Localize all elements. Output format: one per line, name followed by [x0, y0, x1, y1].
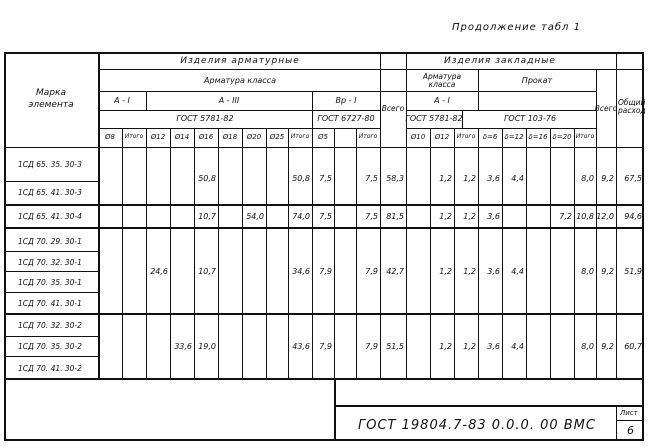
rule: [334, 405, 644, 407]
rule: [242, 128, 243, 379]
col-header: δ=16: [528, 133, 548, 141]
col-header: δ=6: [482, 133, 498, 141]
rule: [596, 69, 597, 379]
rule: [4, 313, 644, 315]
col-header: Итого: [358, 133, 378, 140]
document-code: ГОСТ 19804.7-83 0.0.0. 00 ВМС: [358, 418, 596, 433]
arm-klass-header: Арматура класса: [204, 76, 276, 85]
rule: [454, 128, 455, 379]
gost-6727: ГОСТ 6727-80: [317, 114, 375, 123]
row-mark: 1СД 70. 41. 30-1: [18, 299, 82, 308]
rule: [170, 128, 171, 379]
rule: [98, 128, 380, 129]
rule: [146, 91, 147, 110]
col-header: Итого: [575, 133, 595, 140]
table-cell-value: 9,2: [601, 267, 614, 276]
rule: [98, 52, 100, 379]
rule: [574, 128, 575, 379]
gost-5781: ГОСТ 5781-82: [176, 114, 234, 123]
class-a1: A - I: [114, 96, 130, 105]
table-cell-value: 9,2: [601, 342, 614, 351]
col-header: Ø12: [150, 133, 166, 141]
rule: [4, 204, 644, 206]
table-cell-value: 1,2: [439, 267, 452, 276]
rule: [502, 128, 503, 379]
rule: [334, 379, 336, 441]
table-cell-value: 1,2: [463, 212, 476, 221]
izd-zakl-header: Изделия закладные: [444, 56, 556, 66]
table-cell-value: 7,9: [319, 342, 332, 351]
table-continuation-title: Продолжение табл 1: [452, 22, 581, 33]
rule: [122, 128, 123, 379]
rule: [478, 128, 479, 379]
row-mark: 1СД 65. 41. 30-3: [18, 188, 82, 197]
table-cell-value: 1,2: [463, 342, 476, 351]
rule: [146, 128, 147, 379]
arm-klass-header-2: Арматура класса: [422, 72, 462, 89]
class-vr1: Вр - I: [335, 96, 357, 105]
table-cell-value: 7,9: [319, 267, 332, 276]
prokat-header: Прокат: [521, 76, 553, 85]
table-cell-value: 74,0: [292, 212, 310, 221]
table-cell-value: 7,5: [365, 174, 378, 183]
row-mark: 1СД 70. 35. 30-1: [18, 278, 82, 287]
table-cell-value: 3,6: [487, 342, 500, 351]
table-cell-value: 24,6: [150, 267, 168, 276]
table-cell-value: 54,0: [246, 212, 264, 221]
col-header: Ø5: [318, 133, 328, 141]
rule: [194, 128, 195, 379]
class-a1-zakl: A - I: [434, 96, 450, 105]
rule: [478, 69, 479, 110]
table-cell-value: 9,2: [601, 174, 614, 183]
rule: [406, 91, 596, 92]
table-cell-value: 34,6: [292, 267, 310, 276]
rule: [312, 128, 313, 379]
table-cell-value: 81,5: [386, 212, 404, 221]
col-header: Ø18: [222, 133, 238, 141]
col-header: Итого: [124, 133, 144, 140]
table-cell-value: 51,5: [386, 342, 404, 351]
table-cell-value: 4,4: [511, 174, 524, 183]
col-header: Итого: [290, 133, 310, 140]
col-header: Ø14: [174, 133, 190, 141]
rule: [4, 292, 98, 293]
marka-header: Марка элемента: [28, 88, 74, 110]
table-cell-value: 67,5: [624, 174, 642, 183]
rule: [334, 128, 335, 379]
table-cell-value: 51,9: [624, 267, 642, 276]
table-cell-value: 1,2: [439, 212, 452, 221]
table-cell-value: 50,8: [198, 174, 216, 183]
table-cell-value: 33,6: [174, 342, 192, 351]
rule: [288, 128, 289, 379]
table-cell-value: 4,4: [511, 342, 524, 351]
table-cell-value: 7,5: [365, 212, 378, 221]
col-header: Итого: [456, 133, 476, 140]
rule: [616, 405, 617, 441]
rule: [356, 128, 357, 379]
table-cell-value: 50,8: [292, 174, 310, 183]
table-cell-value: 7,5: [319, 212, 332, 221]
rule: [526, 128, 527, 379]
table-cell-value: 1,2: [463, 174, 476, 183]
row-mark: 1СД 65. 35. 30-3: [18, 160, 82, 169]
col-header: Ø10: [410, 133, 426, 141]
col-header: Ø16: [198, 133, 214, 141]
rule: [616, 52, 617, 379]
vsego-arm: Всего: [381, 104, 405, 113]
row-mark: 1СД 70. 41. 30-2: [18, 364, 82, 373]
obshchiy-header: Общий расход: [618, 98, 646, 115]
izd-arm-header: Изделия арматурные: [180, 56, 300, 66]
rule: [4, 227, 644, 229]
rule: [218, 128, 219, 379]
row-mark: 1СД 70. 32. 30-1: [18, 258, 82, 267]
table-cell-value: 10,8: [576, 212, 594, 221]
table-cell-value: 94,6: [624, 212, 642, 221]
gost-103: ГОСТ 103-76: [503, 114, 557, 123]
table-cell-value: 8,0: [581, 174, 594, 183]
col-header: Ø25: [269, 133, 285, 141]
rule: [4, 271, 98, 272]
table-cell-value: 7,9: [365, 267, 378, 276]
rule: [406, 52, 407, 379]
vsego-zakl: Всего: [594, 104, 618, 113]
rule: [430, 128, 431, 379]
row-mark: 1СД 65. 41. 30-4: [18, 212, 82, 221]
table-cell-value: 3,6: [487, 174, 500, 183]
rule: [4, 336, 98, 337]
row-mark: 1СД 70. 35. 30-2: [18, 342, 82, 351]
table-cell-value: 7,9: [365, 342, 378, 351]
rule: [312, 91, 313, 128]
table-cell-value: 1,2: [439, 342, 452, 351]
col-header: δ=12: [504, 133, 524, 141]
col-header: Ø8: [105, 133, 115, 141]
rule: [4, 378, 644, 380]
table-cell-value: 19,0: [198, 342, 216, 351]
gost-5781-zakl: ГОСТ 5781-82: [405, 114, 463, 123]
table-cell-value: 3,6: [487, 267, 500, 276]
col-header: Ø20: [246, 133, 262, 141]
table-cell-value: 58,3: [386, 174, 404, 183]
class-a3: A - III: [218, 96, 240, 105]
row-mark: 1СД 70. 32. 30-2: [18, 321, 82, 330]
table-cell-value: 10,7: [198, 267, 216, 276]
table-cell-value: 60,7: [624, 342, 642, 351]
rule: [406, 110, 596, 111]
table-cell-value: 12,0: [596, 212, 614, 221]
col-header: Ø12: [434, 133, 450, 141]
col-header: δ=20: [552, 133, 572, 141]
table-cell-value: 1,2: [463, 267, 476, 276]
table-cell-value: 8,0: [581, 267, 594, 276]
table-cell-value: 10,7: [198, 212, 216, 221]
rule: [616, 420, 644, 421]
rule: [98, 91, 406, 92]
rule: [4, 147, 644, 148]
sheet-label: Лист: [620, 409, 638, 417]
rule: [406, 128, 596, 129]
table-cell-value: 3,6: [487, 212, 500, 221]
rule: [4, 251, 98, 252]
sheet-number: 6: [627, 424, 634, 437]
rule: [380, 52, 381, 379]
rule: [98, 69, 644, 70]
rule: [4, 181, 98, 182]
rule: [4, 356, 98, 357]
table-cell-value: 4,4: [511, 267, 524, 276]
rule: [550, 128, 551, 379]
rule: [266, 128, 267, 379]
table-cell-value: 43,6: [292, 342, 310, 351]
table-cell-value: 7,5: [319, 174, 332, 183]
table-cell-value: 7,2: [559, 212, 572, 221]
rule: [98, 110, 380, 111]
row-mark: 1СД 70. 29. 30-1: [18, 237, 82, 246]
table-cell-value: 1,2: [439, 174, 452, 183]
table-cell-value: 42,7: [386, 267, 404, 276]
table-cell-value: 8,0: [581, 342, 594, 351]
